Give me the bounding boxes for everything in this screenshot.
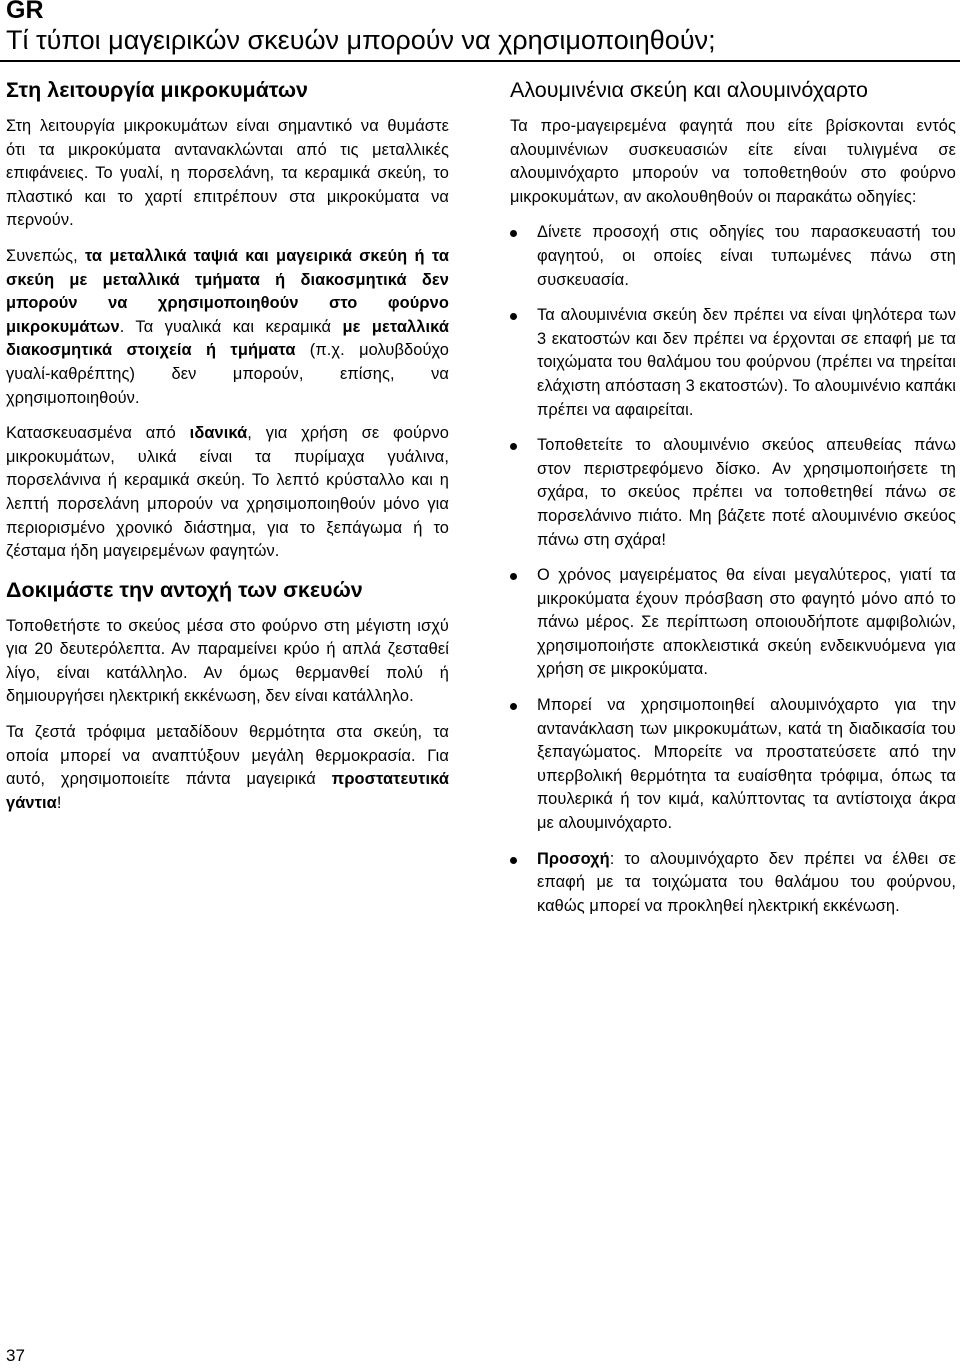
page-title: Τί τύποι μαγειρικών σκευών μπορούν να χρησιμοποιηθούν; bbox=[6, 25, 716, 55]
list-item: Τοποθετείτε το αλουμινένιο σκεύος απευθείας πάνω στον περιστρεφόμενο δίσκο. Αν χρησιμοποιήσετε τη σχάρα, το σκεύος πρέπει να τοποθετηθεί πάνω σε πορσελάνινο πιάτο. Μη βάζετε ποτέ αλουμινένιο σκεύος πάνω στη σχάρα! bbox=[510, 434, 956, 552]
bullet-icon bbox=[510, 443, 517, 450]
paragraph-metal-warning: Συνεπώς, τα μεταλλικά ταψιά και μαγειρικά σκεύη ή τα σκεύη με μεταλλικά τμήματα ή διακοσμητικά δεν μπορούν να χρησιμοποιηθούν στο φούρνο μικροκυμάτων. Τα γυαλικά και κεραμικά με μεταλλικά διακοσμητικά στοιχεία ή τμήματα (π.χ. μολυβδούχο γυαλί-καθρέπτης) δεν μπορούν, επίσης, να χρησιμοποιηθούν. bbox=[6, 246, 449, 407]
paragraph-ideal-materials: Κατασκευασμένα από ιδανικά, για χρήση σε φούρνο μικροκυμάτων, υλικά είναι τα πυρίμαχα γυάλινα, πορσελάνινα ή κεραμικά σκεύη. Το λεπτό κρύσταλλο και η λεπτή πορσελάνη μπορούν να χρησιμοποιηθούν μόνο για περιορισμένο χρονικό διάστημα, για το ξεπάγωμα ή το ζέσταμα ήδη μαγειρεμένων φαγητών. bbox=[6, 424, 449, 561]
bullet-icon bbox=[510, 573, 517, 580]
list-item: Δίνετε προσοχή στις οδηγίες του παρασκευαστή του φαγητού, οι οποίες είναι τυπωμένες πάνω στη συσκευασία. bbox=[510, 221, 956, 292]
bullet-icon bbox=[510, 857, 517, 864]
list-item: Τα αλουμινένια σκεύη δεν πρέπει να είναι ψηλότερα των 3 εκατοστών και δεν πρέπει να έρχονται σε επαφή με τα τοιχώματα του θαλάμου του φούρνου (πρέπει να τηρείται ελάχιστη απόσταση 3 εκατοστών). Το αλουμινένιο καπάκι πρέπει να αφαιρείται. bbox=[510, 304, 956, 422]
paragraph-oven-gloves: Τα ζεστά τρόφιμα μεταδίδουν θερμότητα στα σκεύη, τα οποία μπορεί να αναπτύξουν μεγάλη θερμοκρασία. Για αυτό, χρησιμοποιείτε πάντα μαγειρικά προστατευτικά γάντια! bbox=[6, 723, 449, 812]
bullet-icon bbox=[510, 313, 517, 320]
paragraph-microwave-reflection: Στη λειτουργία μικροκυμάτων είναι σημαντικό να θυμάστε ότι τα μικροκύματα αντανακλώνται από τις μεταλλικές επιφάνειες. Το γυαλί, η πορσελάνη, τα κεραμικά σκεύη, το πλαστικό και το χαρτί επιτρέπουν στα μικροκύματα να περνούν. bbox=[6, 117, 449, 230]
heading-microwave-mode: Στη λειτουργία μικροκυμάτων bbox=[6, 78, 308, 102]
left-column bbox=[6, 76, 449, 827]
aluminium-guidelines-list bbox=[510, 221, 956, 918]
list-item: Ο χρόνος μαγειρέματος θα είναι μεγαλύτερος, γιατί τα μικροκύματα έχουν πρόσβαση στο φαγητό μόνο από το πάνω μέρος. Σε περίπτωση οποιουδήποτε αμφιβολιών, χρησιμοποιήστε αποκλειστικά σκεύη ενδεικνυόμενα για χρήση σε μικροκύματα. bbox=[510, 564, 956, 682]
heading-aluminium: Αλουμινένια σκεύη και αλουμινόχαρτο bbox=[510, 78, 868, 102]
paragraph-aluminium-intro: Τα προ-μαγειρεμένα φαγητά που είτε βρίσκονται εντός αλουμινένιων συσκευασιών είτε είναι τυλιγμένα σε αλουμινόχαρτο μπορούν να τοποθετηθούν στο φούρνο μικροκυμάτων, αν ακολουθηθούν οι παρακάτω οδηγίες: bbox=[510, 117, 956, 206]
bullet-icon bbox=[510, 703, 517, 710]
page-number: 37 bbox=[6, 1346, 25, 1365]
language-tag: GR bbox=[6, 0, 44, 24]
heading-test-cookware: Δοκιμάστε την αντοχή των σκευών bbox=[6, 577, 363, 602]
paragraph-test-procedure: Τοποθετήστε το σκεύος μέσα στο φούρνο στη μέγιστη ισχύ για 20 δευτερόλεπτα. Αν παραμείνει κρύο ή απλά ζεσταθεί λίγο, είναι κατάλληλο. Αν όμως θερμανθεί πολύ ή δημιουργήσει ηλεκτρική εκκένωση, δεν είναι κατάλληλο. bbox=[6, 616, 449, 706]
bullet-icon bbox=[510, 230, 517, 237]
list-item: Προσοχή: το αλουμινόχαρτο δεν πρέπει να έλθει σε επαφή με τα τοιχώματα του θαλάμου του φούρνου, καθώς μπορεί να προκληθεί ηλεκτρική εκκένωση. bbox=[510, 848, 956, 919]
right-column bbox=[510, 76, 956, 930]
list-item: Μπορεί να χρησιμοποιηθεί αλουμινόχαρτο για την αντανάκλαση των μικροκυμάτων, κατά τη διαδικασία του ξεπαγώματος. Μπορείτε να προστατεύσετε από την υπερβολική θερμότητα τα ευαίσθητα τρόφιμα, όπως τα πουλερικά ή τον κιμά, καλύπτοντας τα αντίστοιχα άκρα με αλουμινόχαρτο. bbox=[510, 694, 956, 836]
title-divider bbox=[0, 60, 960, 62]
